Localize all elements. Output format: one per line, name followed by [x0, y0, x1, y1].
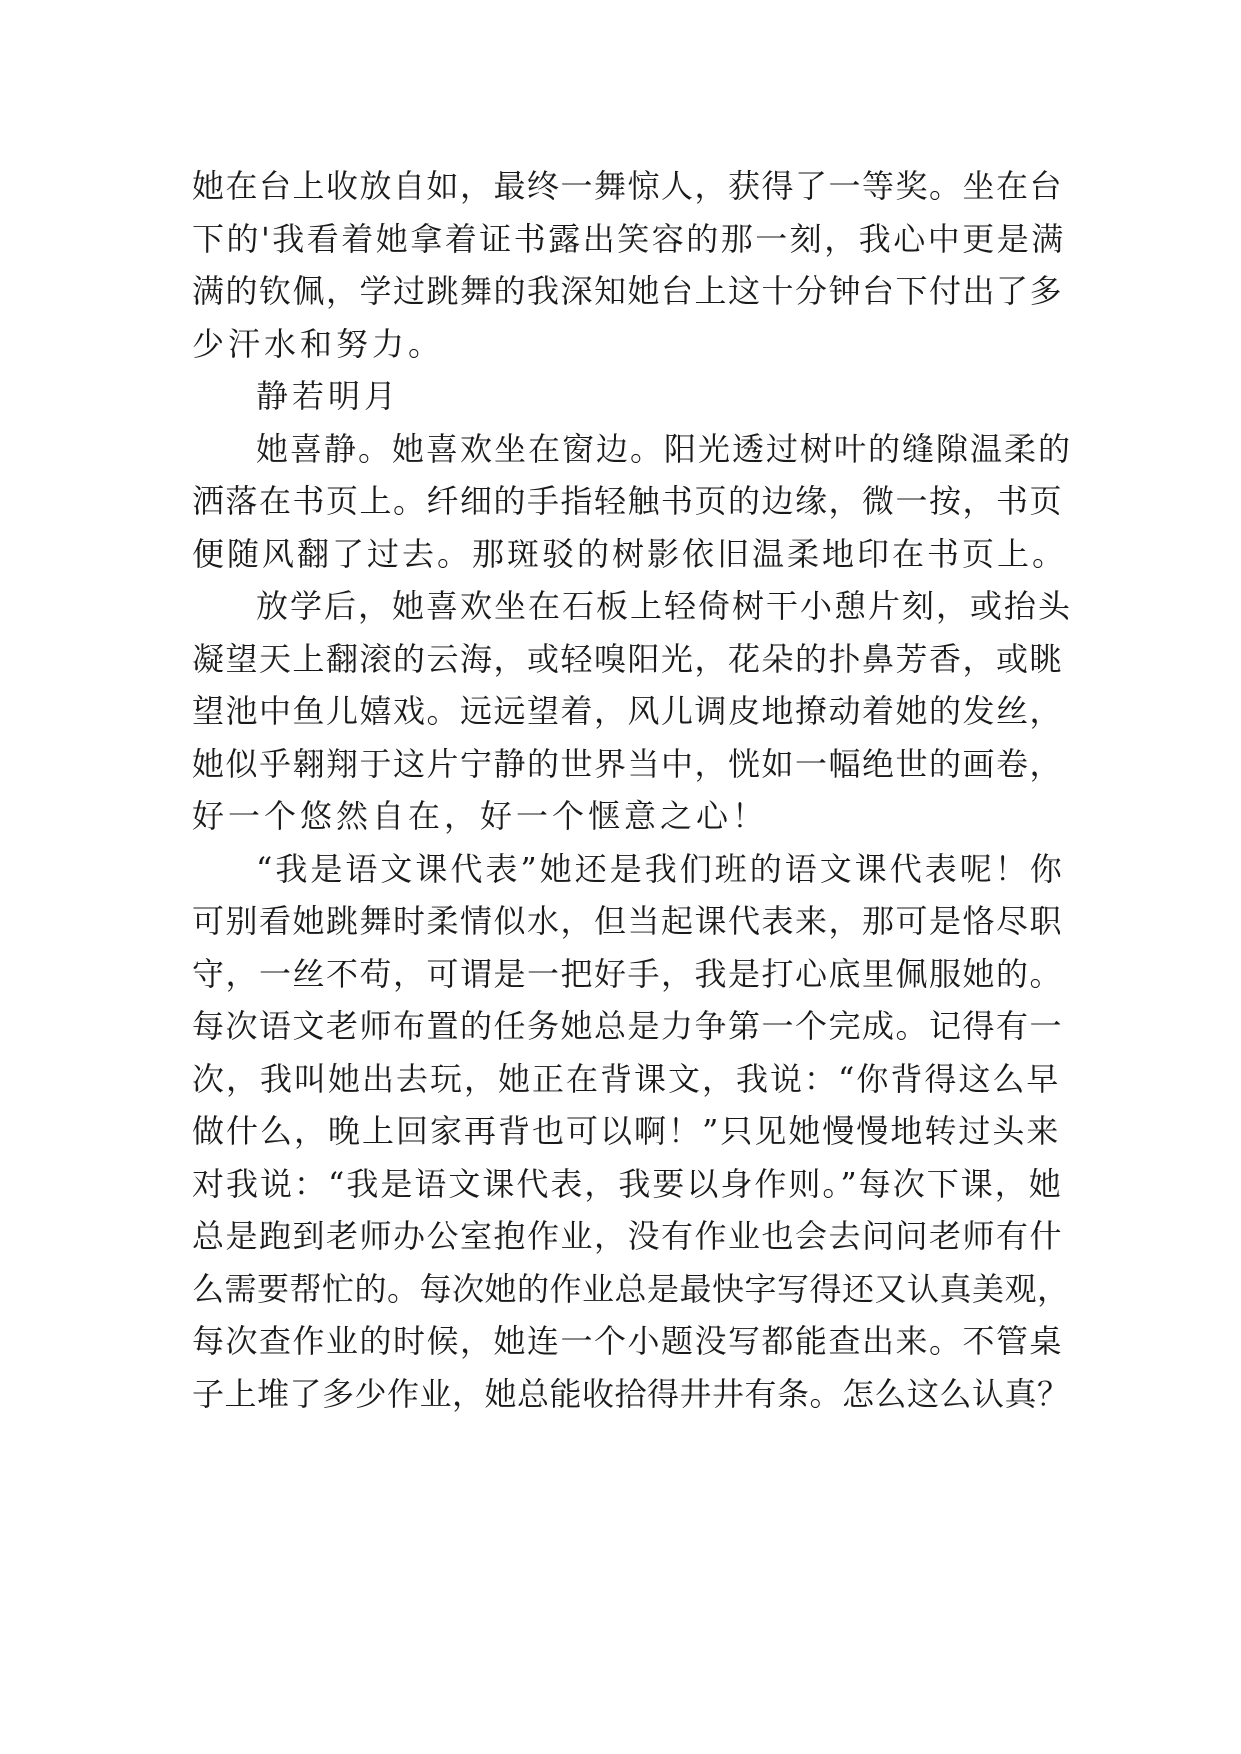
text-line: 她喜静。她喜欢坐在窗边。阳光透过树叶的缝隙温柔的 — [256, 429, 1073, 468]
text-line: 可别看她跳舞时柔情似水，但当起课代表来，那可是恪尽职 — [192, 902, 1064, 940]
text-line: 每次语文老师布置的任务她总是力争第一个完成。记得有一 — [192, 1007, 1064, 1045]
text-line: 么需要帮忙的。每次她的作业总是最快字写得还又认真美观， — [192, 1269, 1070, 1308]
text-line: 放学后，她喜欢坐在石板上轻倚树干小憩片刻，或抬头 — [256, 587, 1073, 625]
text-line: 总是跑到老师办公室抱作业，没有作业也会去问问老师有什 — [192, 1217, 1064, 1255]
text-line: 静若明月 — [256, 377, 401, 415]
text-line: 对我说：“我是语文课代表，我要以身作则。”每次下课，她 — [192, 1164, 1063, 1203]
body-text — [192, 160, 1072, 1420]
text-line: 她似乎翱翔于这片宁静的世界当中，恍如一幅绝世的画卷， — [192, 744, 1064, 783]
text-line: 子上堆了多少作业，她总能收拾得井井有条。怎么这么认真？ — [192, 1374, 1070, 1413]
text-line: 做什么，晚上回家再背也可以啊！”只见她慢慢地转过头来 — [192, 1112, 1061, 1150]
text-line: 洒落在书页上。纤细的手指轻触书页的边缘，微一按，书页 — [192, 482, 1064, 520]
text-line: 满的钦佩，学过跳舞的我深知她台上这十分钟台下付出了多 — [192, 272, 1064, 310]
text-line: 她在台上收放自如，最终一舞惊人，获得了一等奖。坐在台 — [192, 167, 1064, 205]
text-line: 便随风翻了过去。那斑驳的树影依旧温柔地印在书页上。 — [192, 534, 1068, 573]
text-line: 下的'我看着她拿着证书露出笑容的那一刻，我心中更是满 — [192, 219, 1066, 258]
text-line: “我是语文课代表”她还是我们班的语文课代表呢！你 — [256, 849, 1065, 888]
text-line: 每次查作业的时候，她连一个小题没写都能查出来。不管桌 — [192, 1322, 1064, 1360]
text-line: 好一个悠然自在，好一个惬意之心！ — [192, 797, 769, 835]
text-line: 少汗水和努力。 — [192, 324, 445, 363]
text-line: 望池中鱼儿嬉戏。远远望着，风儿调皮地撩动着她的发丝， — [192, 692, 1064, 730]
text-line: 次，我叫她出去玩，她正在背课文，我说：“你背得这么早 — [192, 1059, 1061, 1098]
text-line: 凝望天上翻滚的云海，或轻嗅阳光，花朵的扑鼻芳香，或眺 — [192, 639, 1064, 678]
text-line: 守，一丝不苟，可谓是一把好手，我是打心底里佩服她的。 — [192, 954, 1064, 993]
